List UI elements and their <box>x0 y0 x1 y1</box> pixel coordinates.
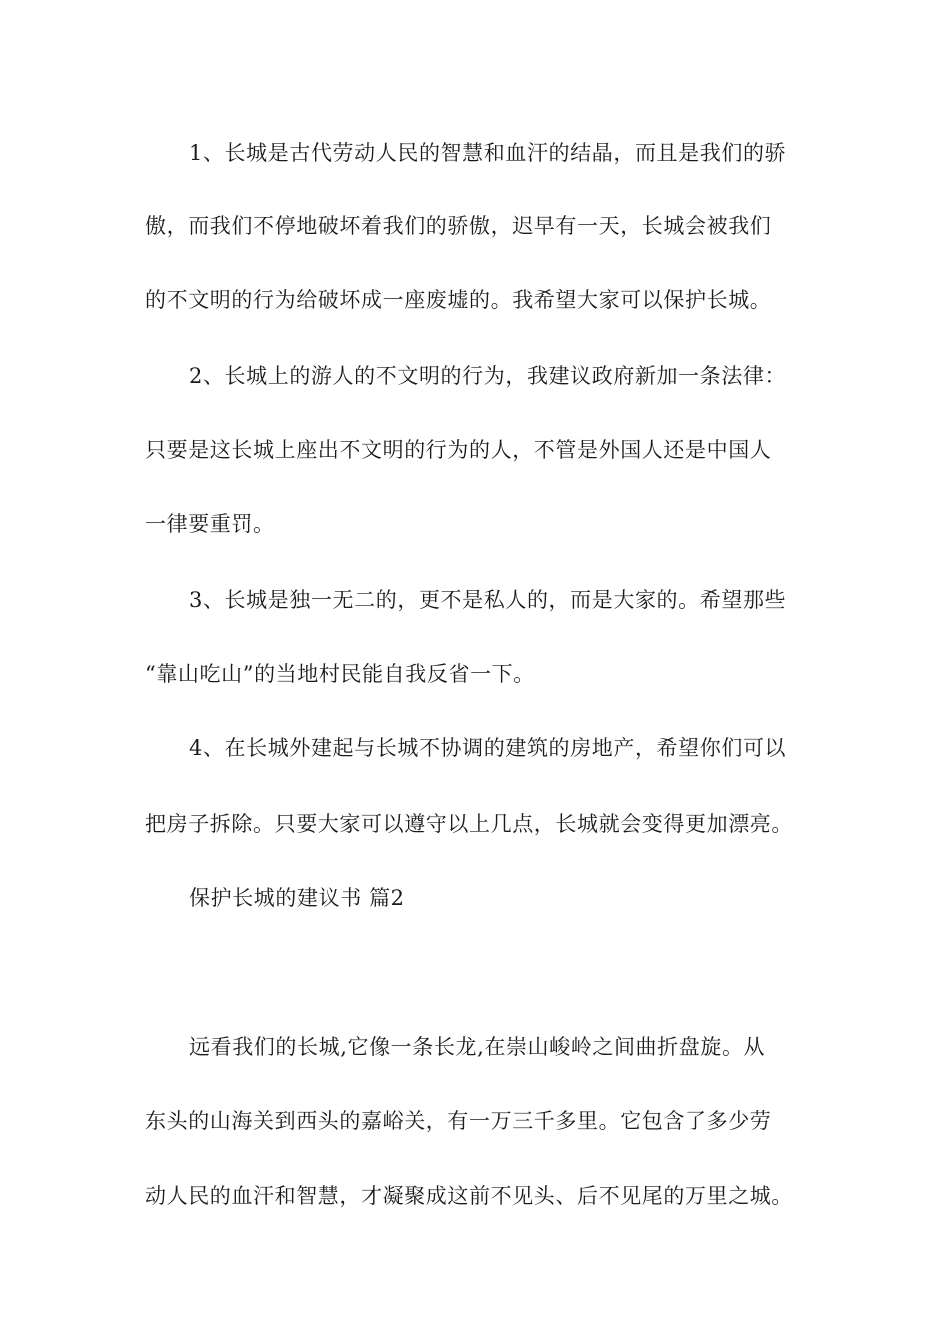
paragraph-4-line-1: 4、在长城外建起与长城不协调的建筑的房地产，希望你们可以 <box>189 736 787 760</box>
paragraph-1-line-3: 的不文明的行为给破坏成一座废墟的。我希望大家可以保护长城。 <box>145 288 772 312</box>
paragraph-2-line-2: 只要是这长城上座出不文明的行为的人，不管是外国人还是中国人 <box>145 438 772 462</box>
paragraph-5-line-2: 东头的山海关到西头的嘉峪关，有一万三千多里。它包含了多少劳 <box>145 1109 772 1133</box>
paragraph-1-line-2: 傲，而我们不停地破坏着我们的骄傲，迟早有一天，长城会被我们 <box>145 214 772 238</box>
paragraph-5-line-3: 动人民的血汗和智慧，才凝聚成这前不见头、后不见尾的万里之城。 <box>145 1184 793 1208</box>
section-heading: 保护长城的建议书 篇2 <box>189 886 405 910</box>
paragraph-4-line-2: 把房子拆除。只要大家可以遵守以上几点，长城就会变得更加漂亮。 <box>145 812 793 836</box>
paragraph-5-line-1: 远看我们的长城,它像一条长龙,在崇山峻岭之间曲折盘旋。从 <box>189 1035 766 1059</box>
paragraph-2-line-3: 一律要重罚。 <box>145 512 275 536</box>
paragraph-1-line-1: 1、长城是古代劳动人民的智慧和血汗的结晶，而且是我们的骄 <box>189 141 787 165</box>
paragraph-3-line-1: 3、长城是独一无二的，更不是私人的，而是大家的。希望那些 <box>189 588 787 612</box>
paragraph-3-line-2: “靠山吃山”的当地村民能自我反省一下。 <box>145 662 535 686</box>
paragraph-2-line-1: 2、长城上的游人的不文明的行为，我建议政府新加一条法律： <box>189 364 787 388</box>
